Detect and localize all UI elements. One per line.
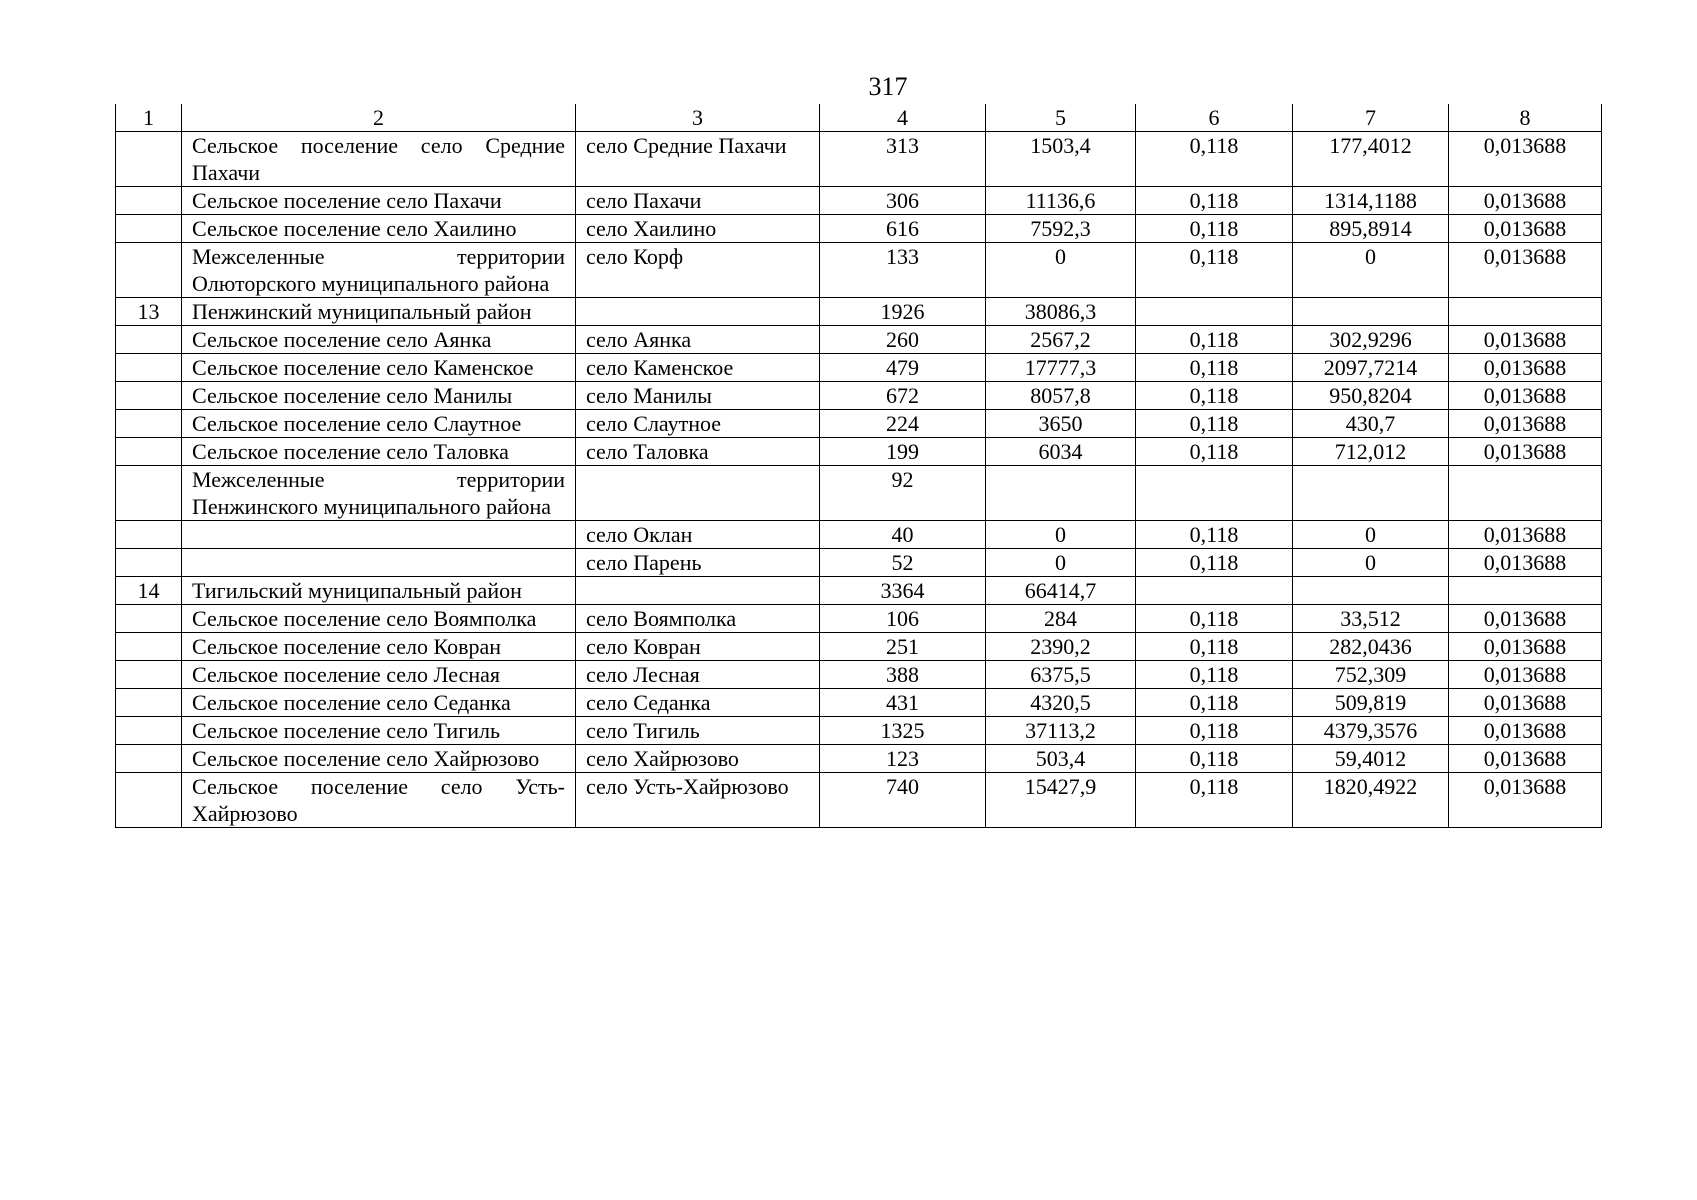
cell-col-6: 0,118 <box>1136 549 1293 577</box>
cell-col-5: 15427,9 <box>986 773 1136 828</box>
cell-col-6: 0,118 <box>1136 215 1293 243</box>
table-row <box>116 633 1602 661</box>
cell-col-settlement: село Пахачи <box>576 187 820 215</box>
cell-col-5 <box>986 466 1136 521</box>
page-number: 317 <box>868 72 908 101</box>
cell-col-settlement: село Слаутное <box>576 410 820 438</box>
cell-col-num <box>116 717 182 745</box>
cell-col-5: 0 <box>986 521 1136 549</box>
cell-col-name: Сельское поселение село Ковран <box>182 633 576 661</box>
cell-col-8: 0,013688 <box>1449 326 1602 354</box>
cell-col-num <box>116 521 182 549</box>
cell-col-settlement: село Хайрюзово <box>576 745 820 773</box>
cell-col-num <box>116 689 182 717</box>
table-row <box>116 354 1602 382</box>
cell-col-settlement: село Лесная <box>576 661 820 689</box>
cell-col-8 <box>1449 466 1602 521</box>
cell-col-4: 313 <box>820 132 986 187</box>
cell-col-name: Межселенные территории Олюторского муниципального района <box>182 243 576 298</box>
cell-col-7: 950,8204 <box>1293 382 1449 410</box>
cell-col-num <box>116 466 182 521</box>
cell-col-num: 14 <box>116 577 182 605</box>
cell-col-8: 0,013688 <box>1449 410 1602 438</box>
cell-col-7: 430,7 <box>1293 410 1449 438</box>
cell-col-name: Сельское поселение село Пахачи <box>182 187 576 215</box>
table-body <box>116 132 1602 828</box>
cell-col-4: 199 <box>820 438 986 466</box>
cell-col-6: 0,118 <box>1136 605 1293 633</box>
cell-col-4: 1926 <box>820 298 986 326</box>
cell-col-5: 7592,3 <box>986 215 1136 243</box>
cell-col-8: 0,013688 <box>1449 438 1602 466</box>
cell-col-8: 0,013688 <box>1449 187 1602 215</box>
cell-col-settlement: село Усть-Хайрюзово <box>576 773 820 828</box>
cell-col-7: 4379,3576 <box>1293 717 1449 745</box>
cell-col-7: 177,4012 <box>1293 132 1449 187</box>
cell-col-settlement <box>576 298 820 326</box>
cell-col-name: Сельское поселение село Средние Пахачи <box>182 132 576 187</box>
cell-col-name: Сельское поселение село Хаилино <box>182 215 576 243</box>
cell-col-num <box>116 605 182 633</box>
header-cell-1: 1 <box>116 104 182 132</box>
cell-col-8: 0,013688 <box>1449 661 1602 689</box>
cell-col-8: 0,013688 <box>1449 605 1602 633</box>
cell-col-7: 752,309 <box>1293 661 1449 689</box>
cell-col-name: Сельское поселение село Тигиль <box>182 717 576 745</box>
cell-col-8: 0,013688 <box>1449 773 1602 828</box>
cell-col-settlement: село Оклан <box>576 521 820 549</box>
cell-col-6: 0,118 <box>1136 187 1293 215</box>
cell-col-4: 672 <box>820 382 986 410</box>
cell-col-4: 479 <box>820 354 986 382</box>
header-cell-2: 2 <box>182 104 576 132</box>
data-table <box>115 104 1602 828</box>
cell-col-settlement <box>576 577 820 605</box>
cell-col-5: 6375,5 <box>986 661 1136 689</box>
cell-col-8 <box>1449 298 1602 326</box>
cell-col-6: 0,118 <box>1136 633 1293 661</box>
cell-col-7: 2097,7214 <box>1293 354 1449 382</box>
cell-col-settlement: село Средние Пахачи <box>576 132 820 187</box>
table-row <box>116 661 1602 689</box>
cell-col-name: Тигильский муниципальный район <box>182 577 576 605</box>
cell-col-settlement: село Тигиль <box>576 717 820 745</box>
cell-col-5: 17777,3 <box>986 354 1136 382</box>
cell-col-6 <box>1136 466 1293 521</box>
cell-col-num <box>116 633 182 661</box>
table-row <box>116 243 1602 298</box>
cell-col-num <box>116 410 182 438</box>
table-row <box>116 717 1602 745</box>
cell-col-4: 40 <box>820 521 986 549</box>
cell-col-6 <box>1136 577 1293 605</box>
cell-col-4: 52 <box>820 549 986 577</box>
cell-col-8: 0,013688 <box>1449 717 1602 745</box>
cell-col-6: 0,118 <box>1136 661 1293 689</box>
cell-col-name: Сельское поселение село Аянка <box>182 326 576 354</box>
table-row <box>116 521 1602 549</box>
cell-col-4: 1325 <box>820 717 986 745</box>
cell-col-8: 0,013688 <box>1449 549 1602 577</box>
cell-col-name <box>182 521 576 549</box>
cell-col-5: 6034 <box>986 438 1136 466</box>
table-row <box>116 577 1602 605</box>
cell-col-4: 106 <box>820 605 986 633</box>
cell-col-7: 1314,1188 <box>1293 187 1449 215</box>
cell-col-7: 1820,4922 <box>1293 773 1449 828</box>
cell-col-8: 0,013688 <box>1449 132 1602 187</box>
cell-col-8: 0,013688 <box>1449 521 1602 549</box>
cell-col-6: 0,118 <box>1136 410 1293 438</box>
cell-col-8: 0,013688 <box>1449 633 1602 661</box>
cell-col-settlement: село Ковран <box>576 633 820 661</box>
cell-col-5: 2390,2 <box>986 633 1136 661</box>
header-cell-8: 8 <box>1449 104 1602 132</box>
cell-col-name: Пенжинский муниципальный район <box>182 298 576 326</box>
cell-col-6: 0,118 <box>1136 132 1293 187</box>
cell-col-settlement: село Воямполка <box>576 605 820 633</box>
cell-col-name: Межселенные территории Пенжинского муниципального района <box>182 466 576 521</box>
cell-col-5: 2567,2 <box>986 326 1136 354</box>
cell-col-settlement: село Аянка <box>576 326 820 354</box>
header-cell-3: 3 <box>576 104 820 132</box>
cell-col-7: 282,0436 <box>1293 633 1449 661</box>
table-row <box>116 326 1602 354</box>
cell-col-4: 92 <box>820 466 986 521</box>
cell-col-name: Сельское поселение село Седанка <box>182 689 576 717</box>
cell-col-settlement <box>576 466 820 521</box>
cell-col-5: 37113,2 <box>986 717 1136 745</box>
header-cell-6: 6 <box>1136 104 1293 132</box>
cell-col-5: 3650 <box>986 410 1136 438</box>
cell-col-settlement: село Манилы <box>576 382 820 410</box>
cell-col-name: Сельское поселение село Слаутное <box>182 410 576 438</box>
cell-col-5: 284 <box>986 605 1136 633</box>
cell-col-6: 0,118 <box>1136 689 1293 717</box>
table-row <box>116 438 1602 466</box>
cell-col-name: Сельское поселение село Каменское <box>182 354 576 382</box>
cell-col-7: 0 <box>1293 243 1449 298</box>
cell-col-7 <box>1293 466 1449 521</box>
table-row <box>116 382 1602 410</box>
cell-col-8: 0,013688 <box>1449 243 1602 298</box>
cell-col-6: 0,118 <box>1136 243 1293 298</box>
cell-col-5: 4320,5 <box>986 689 1136 717</box>
header-row <box>116 104 1602 132</box>
table-row <box>116 410 1602 438</box>
cell-col-4: 616 <box>820 215 986 243</box>
cell-col-num <box>116 187 182 215</box>
cell-col-7: 302,9296 <box>1293 326 1449 354</box>
cell-col-4: 224 <box>820 410 986 438</box>
cell-col-num <box>116 326 182 354</box>
cell-col-6: 0,118 <box>1136 326 1293 354</box>
cell-col-settlement: село Каменское <box>576 354 820 382</box>
table-header <box>116 104 1602 132</box>
cell-col-6 <box>1136 298 1293 326</box>
table-row <box>116 298 1602 326</box>
cell-col-5: 503,4 <box>986 745 1136 773</box>
cell-col-7: 33,512 <box>1293 605 1449 633</box>
cell-col-num <box>116 745 182 773</box>
table-row <box>116 466 1602 521</box>
cell-col-8: 0,013688 <box>1449 382 1602 410</box>
cell-col-num <box>116 661 182 689</box>
cell-col-8 <box>1449 577 1602 605</box>
cell-col-num <box>116 382 182 410</box>
table-row <box>116 549 1602 577</box>
cell-col-6: 0,118 <box>1136 354 1293 382</box>
table-row <box>116 132 1602 187</box>
table-row <box>116 215 1602 243</box>
cell-col-4: 388 <box>820 661 986 689</box>
cell-col-num <box>116 549 182 577</box>
table-row <box>116 689 1602 717</box>
cell-col-4: 306 <box>820 187 986 215</box>
header-cell-5: 5 <box>986 104 1136 132</box>
cell-col-7: 0 <box>1293 521 1449 549</box>
cell-col-num <box>116 215 182 243</box>
cell-col-4: 3364 <box>820 577 986 605</box>
cell-col-6: 0,118 <box>1136 382 1293 410</box>
cell-col-name: Сельское поселение село Таловка <box>182 438 576 466</box>
cell-col-4: 431 <box>820 689 986 717</box>
cell-col-settlement: село Корф <box>576 243 820 298</box>
cell-col-8: 0,013688 <box>1449 215 1602 243</box>
cell-col-7 <box>1293 298 1449 326</box>
cell-col-4: 251 <box>820 633 986 661</box>
cell-col-name: Сельское поселение село Усть-Хайрюзово <box>182 773 576 828</box>
header-cell-7: 7 <box>1293 104 1449 132</box>
cell-col-4: 123 <box>820 745 986 773</box>
table-row <box>116 187 1602 215</box>
table-row <box>116 773 1602 828</box>
cell-col-7 <box>1293 577 1449 605</box>
cell-col-settlement: село Хаилино <box>576 215 820 243</box>
cell-col-name <box>182 549 576 577</box>
cell-col-5: 38086,3 <box>986 298 1136 326</box>
cell-col-num: 13 <box>116 298 182 326</box>
cell-col-num <box>116 773 182 828</box>
cell-col-num <box>116 243 182 298</box>
table-row <box>116 605 1602 633</box>
cell-col-settlement: село Таловка <box>576 438 820 466</box>
cell-col-7: 0 <box>1293 549 1449 577</box>
table-row <box>116 745 1602 773</box>
cell-col-5: 0 <box>986 243 1136 298</box>
cell-col-5: 8057,8 <box>986 382 1136 410</box>
cell-col-8: 0,013688 <box>1449 354 1602 382</box>
cell-col-5: 66414,7 <box>986 577 1136 605</box>
cell-col-7: 712,012 <box>1293 438 1449 466</box>
cell-col-num <box>116 354 182 382</box>
cell-col-5: 1503,4 <box>986 132 1136 187</box>
cell-col-4: 740 <box>820 773 986 828</box>
cell-col-5: 0 <box>986 549 1136 577</box>
cell-col-5: 11136,6 <box>986 187 1136 215</box>
cell-col-name: Сельское поселение село Манилы <box>182 382 576 410</box>
header-cell-4: 4 <box>820 104 986 132</box>
cell-col-num <box>116 438 182 466</box>
cell-col-6: 0,118 <box>1136 717 1293 745</box>
cell-col-4: 260 <box>820 326 986 354</box>
cell-col-6: 0,118 <box>1136 521 1293 549</box>
cell-col-6: 0,118 <box>1136 745 1293 773</box>
cell-col-name: Сельское поселение село Лесная <box>182 661 576 689</box>
cell-col-4: 133 <box>820 243 986 298</box>
cell-col-name: Сельское поселение село Хайрюзово <box>182 745 576 773</box>
cell-col-8: 0,013688 <box>1449 745 1602 773</box>
cell-col-settlement: село Седанка <box>576 689 820 717</box>
cell-col-7: 509,819 <box>1293 689 1449 717</box>
cell-col-7: 895,8914 <box>1293 215 1449 243</box>
cell-col-name: Сельское поселение село Воямполка <box>182 605 576 633</box>
cell-col-6: 0,118 <box>1136 438 1293 466</box>
cell-col-6: 0,118 <box>1136 773 1293 828</box>
cell-col-settlement: село Парень <box>576 549 820 577</box>
cell-col-num <box>116 132 182 187</box>
cell-col-7: 59,4012 <box>1293 745 1449 773</box>
cell-col-8: 0,013688 <box>1449 689 1602 717</box>
